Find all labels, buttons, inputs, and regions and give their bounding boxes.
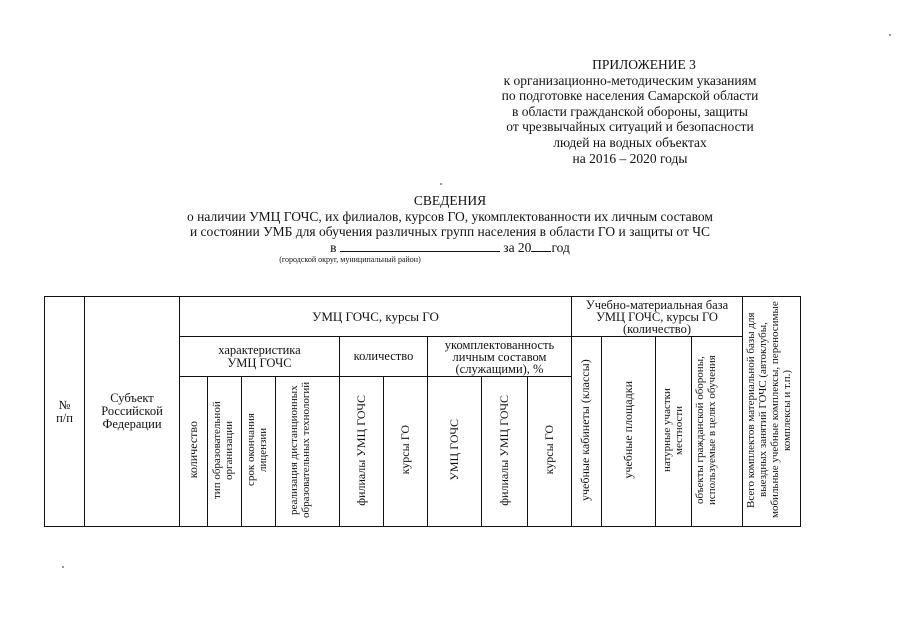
- col-num-header: № п/п: [45, 297, 85, 527]
- staff-col-courses: курсы ГО: [528, 377, 572, 527]
- group-umc-header: УМЦ ГОЧС, курсы ГО: [180, 297, 572, 337]
- heading-line-1: о наличии УМЦ ГОЧС, их филиалов, курсов ГО, укомплектованности их личным составом: [187, 208, 713, 224]
- appendix-line: людей на водных объектах: [553, 134, 707, 150]
- heading-prefix: в: [330, 239, 337, 255]
- appendix-line: в области гражданской обороны, защиты: [512, 103, 748, 119]
- base-col-classrooms: учебные кабинеты (классы): [572, 337, 602, 527]
- base-col-terrain: натурные участки местности: [656, 337, 692, 527]
- sub-count-header: количество: [340, 337, 428, 377]
- base-col-grounds: учебные площадки: [602, 337, 656, 527]
- sub-staffing-header: укомплектованность личным составом (служащими), %: [428, 337, 572, 377]
- appendix-title: ПРИЛОЖЕНИЕ 3: [592, 57, 696, 72]
- heading-year-suffix: год: [551, 239, 570, 255]
- scan-speck: [440, 183, 442, 185]
- document-heading: [120, 193, 780, 265]
- appendix-block: [420, 57, 840, 166]
- territory-blank: [340, 240, 500, 252]
- char-col-license: срок окончания лицензии: [242, 377, 276, 527]
- scan-speck: [889, 34, 891, 36]
- char-col-type: тип образовательной организации: [208, 377, 242, 527]
- count-col-courses: курсы ГО: [384, 377, 428, 527]
- appendix-line: по подготовке населения Самарской области: [501, 88, 759, 104]
- appendix-line: на 2016 – 2020 годы: [572, 150, 688, 166]
- base-col-objects: объекты гражданской обороны, используемые в целях обучения: [692, 337, 743, 527]
- heading-line-2: и состоянии УМБ для обучения различных групп населения в области ГО и защиты от ЧС: [189, 224, 711, 239]
- char-col-count: количество: [180, 377, 208, 527]
- report-table: [44, 296, 801, 527]
- char-col-distance: реализация дистанционных образовательных технологий: [276, 377, 340, 527]
- col-total-header: Всего комплектов материальной базы для выездных занятий ГОЧС (автоклубы, мобильные учебные комплексы, переносимые комплексы и т.п.): [743, 297, 801, 527]
- sub-characteristics-header: характеристика УМЦ ГОЧС: [180, 337, 340, 377]
- heading-line-3: [120, 240, 780, 256]
- heading-year-prefix: за 20: [503, 239, 532, 255]
- staff-col-umc: УМЦ ГОЧС: [428, 377, 482, 527]
- count-col-branches: филиалы УМЦ ГОЧС: [340, 377, 384, 527]
- appendix-line: к организационно-методическим указаниям: [503, 72, 757, 88]
- staff-col-branches: филиалы УМЦ ГОЧС: [482, 377, 528, 527]
- col-subject-header: Субъект Российской Федерации: [85, 297, 180, 527]
- group-base-header: Учебно-материальная база УМЦ ГОЧС, курсы ГО (количество): [572, 297, 743, 337]
- appendix-line: от чрезвычайных ситуаций и безопасности: [506, 119, 754, 135]
- year-blank: [531, 240, 551, 252]
- document-title: СВЕДЕНИЯ: [413, 193, 487, 208]
- scan-speck: [62, 566, 64, 568]
- territory-subnote: (городской округ, муниципальный район): [279, 255, 421, 264]
